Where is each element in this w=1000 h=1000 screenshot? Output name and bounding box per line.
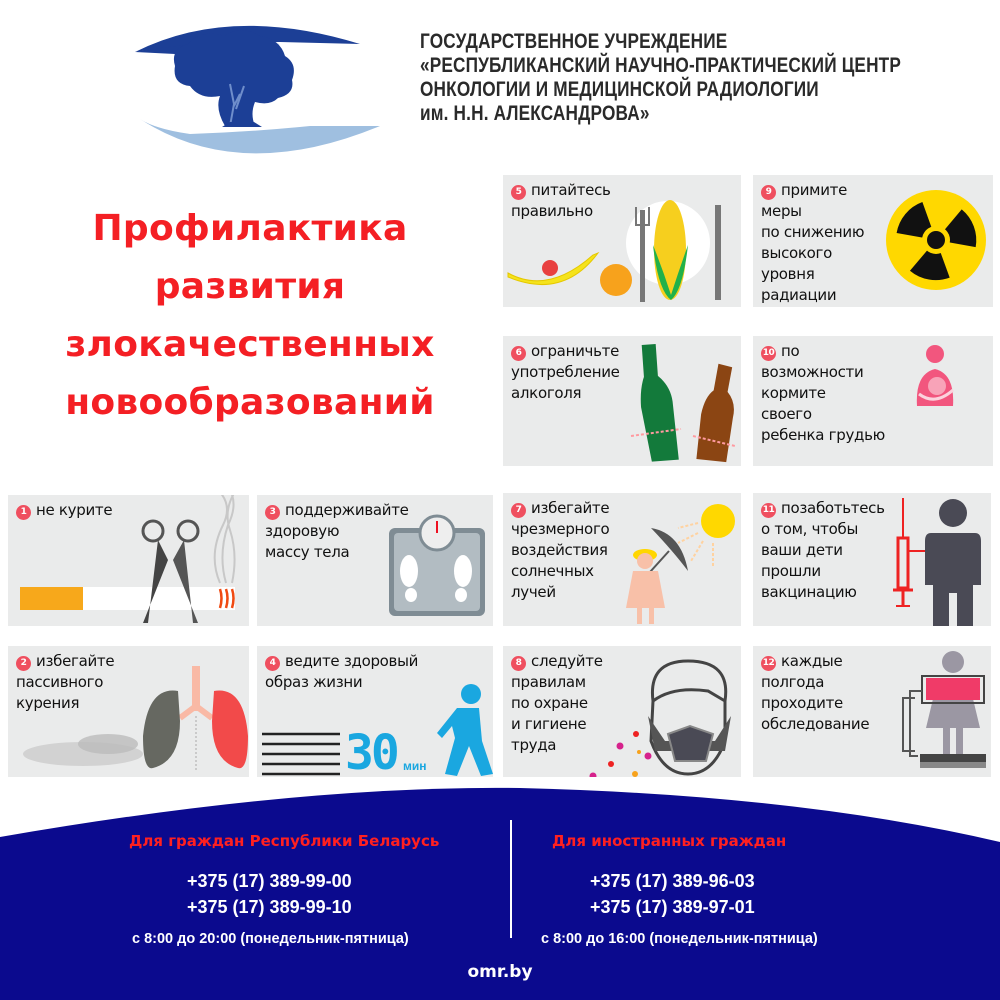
tip-number-badge: 7 — [511, 503, 526, 518]
tip-text: возможности — [761, 363, 864, 381]
foreigners-heading: Для иностранных граждан — [552, 832, 787, 850]
organization-name — [420, 30, 901, 126]
tip-card-2 — [8, 646, 249, 777]
tip-label — [511, 180, 611, 222]
tip-card-12 — [753, 646, 991, 777]
syringe-person-icon — [893, 493, 991, 626]
tip-text: образ жизни — [265, 673, 363, 691]
tip-text: полгода — [761, 673, 825, 691]
tip-number-badge: 11 — [761, 503, 776, 518]
tip-card-8 — [503, 646, 741, 777]
tip-text: по снижению — [761, 223, 865, 241]
tip-text: избегайте — [36, 652, 115, 670]
tip-text: здоровую — [265, 522, 340, 540]
tip-text: употребление — [511, 363, 620, 381]
org-line: «РЕСПУБЛИКАНСКИЙ НАУЧНО-ПРАКТИЧЕСКИЙ ЦЕНТР — [420, 54, 902, 77]
tip-card-7 — [503, 493, 741, 626]
website-link[interactable]: omr.by — [467, 962, 533, 982]
tip-text: правилам — [511, 673, 586, 691]
tip-label — [265, 651, 418, 693]
tip-text: обследование — [761, 715, 870, 733]
tip-label — [511, 341, 620, 404]
org-line: ОНКОЛОГИИ И МЕДИЦИНСКОЙ РАДИОЛОГИИ — [420, 78, 819, 101]
tip-text: высокого — [761, 244, 833, 262]
tip-card-1 — [8, 495, 249, 626]
tip-number-badge: 4 — [265, 656, 280, 671]
tip-text: каждые — [781, 652, 843, 670]
org-line: им. Н.Н. АЛЕКСАНДРОВА» — [420, 102, 650, 125]
tip-label — [761, 651, 869, 735]
tip-card-5 — [503, 175, 741, 307]
tip-text: питайтесь — [531, 181, 611, 199]
column-divider — [510, 820, 512, 938]
tip-label — [511, 498, 609, 603]
tip-text: лучей — [511, 583, 556, 601]
tip-text: ограничьте — [531, 342, 619, 360]
body-scan-icon — [898, 646, 991, 777]
tip-text: кормите — [761, 384, 826, 402]
tip-label — [511, 651, 603, 756]
tip-card-4 — [257, 646, 493, 777]
tip-number-badge: 6 — [511, 346, 526, 361]
tip-card-9 — [753, 175, 993, 307]
tip-text: примите — [781, 181, 848, 199]
tip-text: воздействия — [511, 541, 608, 559]
tip-number-badge: 5 — [511, 185, 526, 200]
title-line: Профилактика — [92, 208, 408, 249]
tip-text: вакцинацию — [761, 583, 857, 601]
tip-number-badge: 10 — [761, 346, 776, 361]
residents-heading: Для граждан Республики Беларусь — [129, 832, 440, 850]
tip-text: курения — [16, 694, 80, 712]
breastfeeding-icon — [913, 344, 963, 414]
tip-text: о том, чтобы — [761, 520, 858, 538]
tip-label — [265, 500, 409, 563]
tip-number-badge: 2 — [16, 656, 31, 671]
tip-text: поддерживайте — [285, 501, 409, 519]
tip-text: по — [781, 342, 800, 360]
tip-label — [761, 498, 885, 603]
tip-text: алкоголя — [511, 384, 582, 402]
tip-text: по охране — [511, 694, 588, 712]
tip-text: и гигиене — [511, 715, 587, 733]
tip-text: ведите здоровый — [285, 652, 419, 670]
title-line: злокачественных — [65, 324, 435, 365]
page-title — [0, 200, 500, 432]
foreigners-hours: с 8:00 до 16:00 (понедельник-пятница) — [541, 931, 818, 947]
tip-text: меры — [761, 202, 802, 220]
foreigners-phone-1[interactable]: +375 (17) 389-96-03 — [590, 871, 755, 891]
tip-text: солнечных — [511, 562, 594, 580]
foreigners-phone-2[interactable]: +375 (17) 389-97-01 — [590, 897, 755, 917]
residents-phone-2[interactable]: +375 (17) 389-99-10 — [187, 897, 352, 917]
title-line: новообразований — [65, 382, 435, 423]
tip-text: своего — [761, 405, 812, 423]
tip-card-3 — [257, 495, 493, 626]
tip-number-badge: 1 — [16, 505, 31, 520]
radiation-icon — [881, 185, 991, 295]
tip-text: ваши дети — [761, 541, 843, 559]
tip-text: не курите — [36, 501, 113, 519]
tip-card-10 — [753, 336, 993, 466]
tip-text: труда — [511, 736, 557, 754]
tip-text: избегайте — [531, 499, 610, 517]
tip-text: прошли — [761, 562, 821, 580]
tree-logo-icon — [130, 14, 395, 164]
tip-text: позаботьтесь — [781, 499, 885, 517]
tip-text: массу тела — [265, 543, 350, 561]
tip-text: чрезмерного — [511, 520, 610, 538]
title-line: развития — [154, 266, 346, 307]
tip-text: проходите — [761, 694, 843, 712]
org-line: ГОСУДАРСТВЕННОЕ УЧРЕЖДЕНИЕ — [420, 30, 728, 53]
tip-number-badge: 3 — [265, 505, 280, 520]
residents-hours: с 8:00 до 20:00 (понедельник-пятница) — [132, 931, 409, 947]
tip-text: пассивного — [16, 673, 104, 691]
residents-phone-1[interactable]: +375 (17) 389-99-00 — [187, 871, 352, 891]
tip-number-badge: 8 — [511, 656, 526, 671]
tip-text: уровня — [761, 265, 815, 283]
tip-text: радиации — [761, 286, 837, 304]
timer-value: 30 — [345, 725, 397, 777]
tip-text: следуйте — [531, 652, 603, 670]
contact-footer — [0, 780, 1000, 1000]
tip-label — [16, 500, 112, 521]
tip-card-6 — [503, 336, 741, 466]
timer-unit: мин — [403, 759, 427, 773]
tip-text: ребенка грудью — [761, 426, 885, 444]
tip-number-badge: 12 — [761, 656, 776, 671]
tip-label — [761, 180, 864, 306]
tip-label — [761, 341, 885, 446]
tip-label — [16, 651, 114, 714]
tip-text: правильно — [511, 202, 593, 220]
tip-number-badge: 9 — [761, 185, 776, 200]
tip-card-11 — [753, 493, 991, 626]
